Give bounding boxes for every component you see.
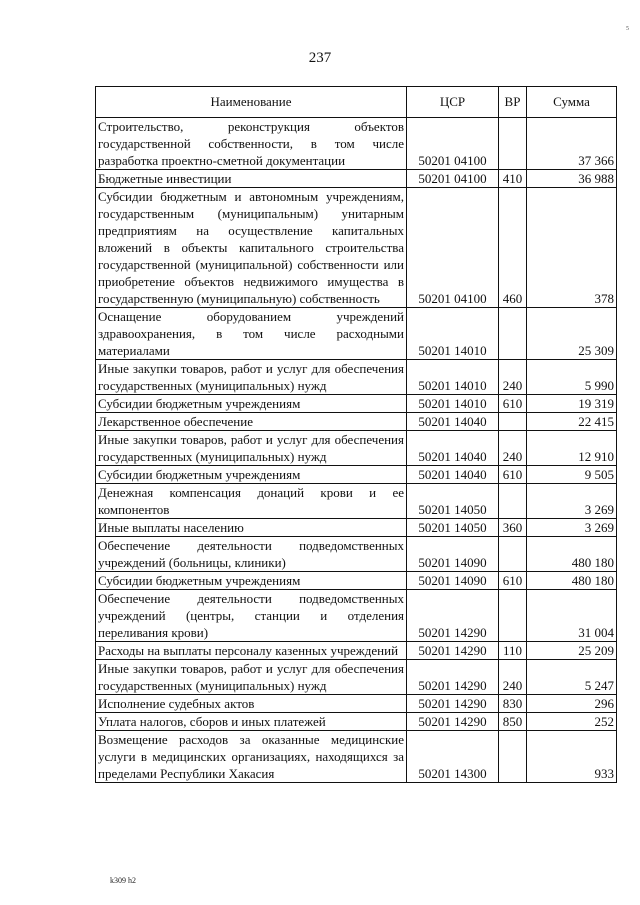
table-row: [96, 484, 617, 519]
table-row: [96, 642, 617, 660]
row-vr: 110: [499, 642, 527, 660]
row-name: Строительство, реконструкция объектов государственной собственности, в том числе разработка проектно-сметной документации: [96, 118, 407, 170]
row-sum: 22 415: [527, 413, 617, 431]
table-row: [96, 572, 617, 590]
row-name: Обеспечение деятельности подведомственных учреждений (больницы, клиники): [96, 537, 407, 572]
row-csr: 50201 14010: [407, 308, 499, 360]
page-number: 237: [308, 50, 332, 66]
table-row: [96, 519, 617, 537]
row-vr: [499, 118, 527, 170]
row-csr: 50201 14040: [407, 466, 499, 484]
row-name: Иные выплаты населению: [96, 519, 407, 537]
row-name: Субсидии бюджетным учреждениям: [96, 466, 407, 484]
row-sum: 480 180: [527, 537, 617, 572]
row-vr: [499, 590, 527, 642]
row-csr: 50201 14290: [407, 590, 499, 642]
table-row: [96, 170, 617, 188]
budget-table: [95, 86, 617, 783]
row-name: Субсидии бюджетным учреждениям: [96, 572, 407, 590]
row-csr: 50201 14300: [407, 731, 499, 783]
table-row: [96, 713, 617, 731]
row-name: Бюджетные инвестиции: [96, 170, 407, 188]
row-sum: 296: [527, 695, 617, 713]
row-sum: 12 910: [527, 431, 617, 466]
row-sum: 25 309: [527, 308, 617, 360]
row-csr: 50201 14290: [407, 713, 499, 731]
footer-code: k309 h2: [110, 876, 136, 885]
table-body: [96, 118, 617, 783]
row-csr: 50201 14050: [407, 484, 499, 519]
row-sum: 36 988: [527, 170, 617, 188]
row-sum: 933: [527, 731, 617, 783]
table-header-row: [96, 87, 617, 118]
table-row: [96, 360, 617, 395]
table-row: [96, 431, 617, 466]
row-vr: [499, 413, 527, 431]
row-sum: 19 319: [527, 395, 617, 413]
table-row: [96, 413, 617, 431]
row-vr: [499, 308, 527, 360]
row-csr: 50201 14040: [407, 413, 499, 431]
row-vr: 240: [499, 360, 527, 395]
row-sum: 378: [527, 188, 617, 308]
row-sum: 37 366: [527, 118, 617, 170]
row-vr: 610: [499, 572, 527, 590]
row-name: Возмещение расходов за оказанные медицинские услуги в медицинских организациях, находящихся за пределами Республики Хакасия: [96, 731, 407, 783]
row-vr: 360: [499, 519, 527, 537]
header-csr: ЦСР: [407, 87, 499, 118]
table-row: [96, 660, 617, 695]
row-name: Исполнение судебных актов: [96, 695, 407, 713]
row-name: Уплата налогов, сборов и иных платежей: [96, 713, 407, 731]
row-csr: 50201 14090: [407, 572, 499, 590]
row-sum: 5 247: [527, 660, 617, 695]
row-name: Иные закупки товаров, работ и услуг для обеспечения государственных (муниципальных) нужд: [96, 660, 407, 695]
row-vr: 410: [499, 170, 527, 188]
table-row: [96, 308, 617, 360]
row-csr: 50201 04100: [407, 188, 499, 308]
row-sum: 3 269: [527, 519, 617, 537]
header-name: Наименование: [96, 87, 407, 118]
table-row: [96, 466, 617, 484]
row-csr: 50201 14290: [407, 660, 499, 695]
row-sum: 9 505: [527, 466, 617, 484]
row-vr: 610: [499, 466, 527, 484]
row-vr: 830: [499, 695, 527, 713]
row-sum: 5 990: [527, 360, 617, 395]
row-csr: 50201 14050: [407, 519, 499, 537]
header-sum: Сумма: [527, 87, 617, 118]
table-row: [96, 395, 617, 413]
table-row: [96, 537, 617, 572]
row-name: Лекарственное обеспечение: [96, 413, 407, 431]
row-sum: 25 209: [527, 642, 617, 660]
row-sum: 3 269: [527, 484, 617, 519]
table-row: [96, 118, 617, 170]
row-vr: [499, 484, 527, 519]
row-vr: [499, 537, 527, 572]
row-csr: 50201 04100: [407, 170, 499, 188]
row-name: Денежная компенсация донаций крови и ее компонентов: [96, 484, 407, 519]
row-csr: 50201 14290: [407, 695, 499, 713]
row-sum: 31 004: [527, 590, 617, 642]
row-vr: 610: [499, 395, 527, 413]
row-name: Расходы на выплаты персоналу казенных учреждений: [96, 642, 407, 660]
row-vr: 240: [499, 431, 527, 466]
table-row: [96, 731, 617, 783]
row-csr: 50201 14010: [407, 360, 499, 395]
row-csr: 50201 14090: [407, 537, 499, 572]
row-name: Оснащение оборудованием учреждений здравоохранения, в том числе расходными материалами: [96, 308, 407, 360]
row-csr: 50201 14010: [407, 395, 499, 413]
row-name: Обеспечение деятельности подведомственных учреждений (центры, станции и отделения переливания крови): [96, 590, 407, 642]
row-name: Субсидии бюджетным учреждениям: [96, 395, 407, 413]
row-csr: 50201 14040: [407, 431, 499, 466]
row-vr: [499, 731, 527, 783]
row-vr: 240: [499, 660, 527, 695]
row-csr: 50201 04100: [407, 118, 499, 170]
side-mark: 5: [626, 26, 629, 32]
row-name: Субсидии бюджетным и автономным учреждениям, государственным (муниципальным) унитарным предприятиям на осуществление капитальных вложений в объекты капитального строительства государственной (муниципальной) собственности или приобретение объектов недвижимого имущества в государственную (муниципальную) собственность: [96, 188, 407, 308]
row-name: Иные закупки товаров, работ и услуг для обеспечения государственных (муниципальных) нужд: [96, 431, 407, 466]
row-vr: 460: [499, 188, 527, 308]
table-row: [96, 188, 617, 308]
table-row: [96, 590, 617, 642]
row-sum: 480 180: [527, 572, 617, 590]
header-vr: ВР: [499, 87, 527, 118]
row-vr: 850: [499, 713, 527, 731]
table-row: [96, 695, 617, 713]
row-name: Иные закупки товаров, работ и услуг для обеспечения государственных (муниципальных) нужд: [96, 360, 407, 395]
row-sum: 252: [527, 713, 617, 731]
row-csr: 50201 14290: [407, 642, 499, 660]
